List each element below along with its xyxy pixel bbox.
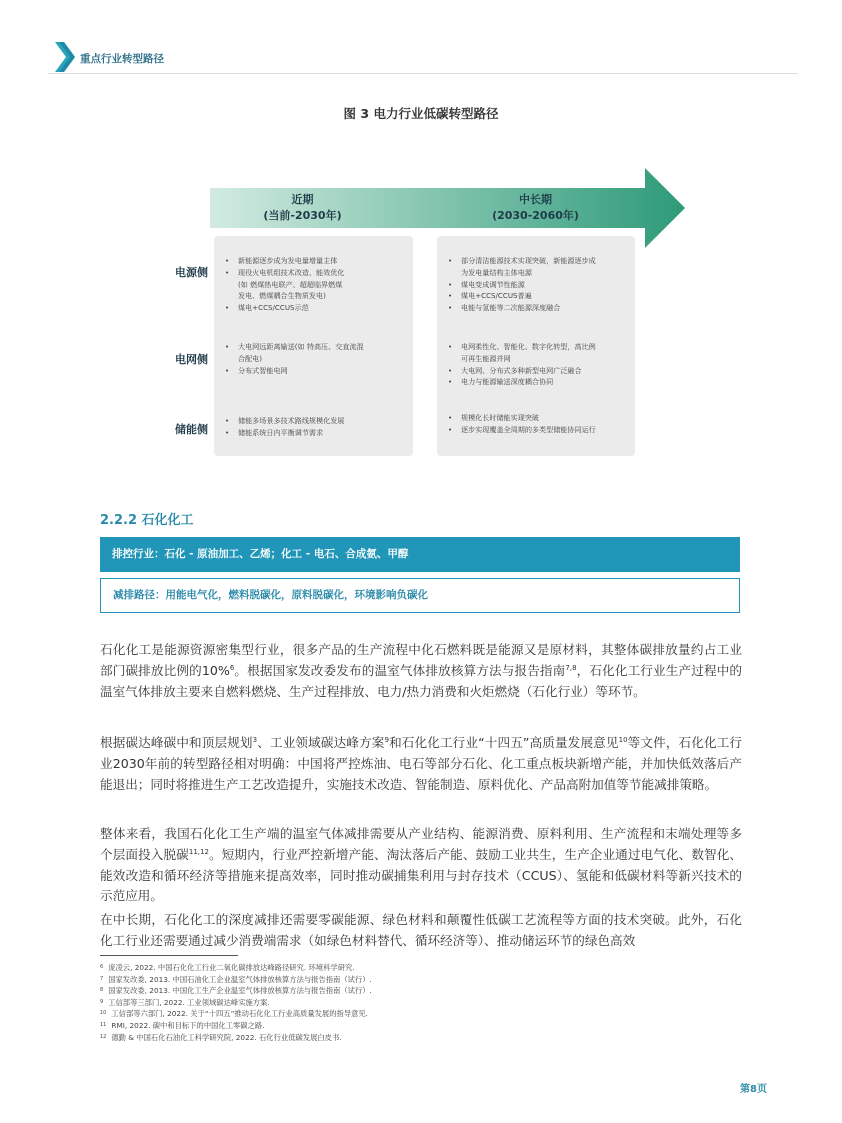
list-item: • 电力与能源输送深度耦合协同 xyxy=(445,376,596,388)
footnote: $^9$ 工信部等三部门, 2022. 工业领域碳达峰实施方案. xyxy=(100,997,270,1007)
list-item: • 电能与氢能等二次能源深度融合 xyxy=(445,302,596,314)
list-item: • 逐步实现覆盖全周期的多类型储能协同运行 xyxy=(445,424,596,436)
list-item: • 大电网、分布式多种新型电网广泛融合 xyxy=(445,365,596,377)
footnote: $^8$ 国家发改委, 2013. 中国化工生产企业温室气体排放核算方法与报告指南（试行）. xyxy=(100,986,372,996)
list-item: • 新能源逐步成为发电量增量主体 xyxy=(222,255,344,267)
row-label-storage: 储能侧 xyxy=(175,423,208,436)
reduction-path-bar: 减排路径：用能电气化，燃料脱碳化，原料脱碳化，环境影响负碳化 xyxy=(100,578,740,613)
control-industries-bar: 排控行业：石化 - 原油加工、乙烯；化工 - 电石、合成氨、甲醇 xyxy=(100,537,740,572)
list-item: • 电网柔性化、智能化、数字化转型，高比例 xyxy=(445,341,596,353)
period-near-term xyxy=(215,192,390,224)
list-item: • 部分清洁能源技术实现突破，新能源逐步成 xyxy=(445,255,596,267)
list-item: • 煤电+CCS/CCUS普遍 xyxy=(445,290,596,302)
list-item: • 煤电变成调节性能源 xyxy=(445,279,596,291)
section-name: 重点行业转型路径 xyxy=(80,53,164,65)
list-item: 为发电量结构主体电源 xyxy=(461,267,532,277)
footnote: $^{10}$ 工信部等六部门, 2022. 关于“十四五”推动石化化工行业高质量发展的指导意见. xyxy=(100,1009,369,1019)
period-long-term xyxy=(438,192,633,224)
footnote: $^{11}$ RMI, 2022. 碳中和目标下的中国化工零碳之路. xyxy=(100,1020,265,1030)
list-item: • 规模化长时储能实现突破 xyxy=(445,412,596,424)
row-label-source: 电源侧 xyxy=(175,266,208,279)
paragraph-4: 在中长期，石化化工的深度减排还需要零碳能源、绿色材料和颠覆性低碳工艺流程等方面的技术突破。此外，石化化工行业还需要通过减少消费端需求（如绿色材料替代、循环经济等）、推动储运环节的绿色高效 xyxy=(100,912,742,948)
chevron-logo-icon xyxy=(55,42,79,72)
near-source-list xyxy=(222,255,344,314)
list-item: (如 燃煤热电联产、超超临界燃煤 xyxy=(238,279,343,289)
near-grid-list xyxy=(222,341,364,376)
period-near-range: (当前-2030年) xyxy=(263,209,342,222)
list-item: 合配电) xyxy=(238,353,263,363)
list-item: • 储能系统日内平衡调节需求 xyxy=(222,427,344,439)
list-item: 可再生能源并网 xyxy=(461,353,511,363)
footnote: $^{12}$ 德勤 & 中国石化石油化工科学研究院, 2022. 石化行业低碳发展白皮书. xyxy=(100,1032,342,1042)
paragraph-1: 石化化工是能源资源密集型行业，很多产品的生产流程中化石燃料既是能源又是原材料，其整体碳排放量约占工业部门碳排放比例的10%$^6$。根据国家发改委发布的温室气体排放核算方法与报告指南$^{7,8}$，石化化工行业生产过程中的温室气体排放主要来自燃料燃烧、生产过程排放、电力/热力消费和火炬燃烧（石化行业）等环节。 xyxy=(100,642,743,699)
list-item: • 煤电+CCS/CCUS示范 xyxy=(222,302,344,314)
list-item: 发电、燃煤耦合生物质发电) xyxy=(238,291,326,301)
list-item: • 大电网远距离输送(如 特高压、交直流混 xyxy=(222,341,364,353)
period-near-name: 近期 xyxy=(291,193,314,206)
long-storage-list xyxy=(445,412,596,436)
header-divider xyxy=(48,73,798,74)
list-item: • 储能多场景多技术路线规模化发展 xyxy=(222,415,344,427)
paragraph-2: 根据碳达峰碳中和顶层规划$^3$、工业领域碳达峰方案$^9$和石化化工行业“十四五”高质量发展意见$^{10}$等文件，石化化工行业2030年前的转型路径相对明确：中国将严控炼油、电石等部分石化、化工重点板块新增产能，并加快低效落后产能退出；同时将推进生产工艺改造提升，实施技术改造、智能制造、原料优化、产品高附加值等节能减排策略。 xyxy=(100,735,743,792)
list-item: • 现役火电机组技术改造、能效优化 xyxy=(222,267,344,279)
footnotes xyxy=(100,962,700,1043)
row-label-grid: 电网侧 xyxy=(175,353,208,366)
long-grid-list xyxy=(445,341,596,388)
list-item: • 分布式智能电网 xyxy=(222,365,364,377)
long-source-list xyxy=(445,255,596,314)
section-heading: 2.2.2 石化化工 xyxy=(100,513,194,528)
period-long-range: (2030-2060年) xyxy=(492,209,579,222)
footnote-divider xyxy=(100,955,238,956)
near-storage-list xyxy=(222,415,344,439)
footnote: $^6$ 庞凌云, 2022. 中国石化化工行业二氧化碳排放达峰路径研究. 环境科学研究. xyxy=(100,963,355,972)
figure-title: 图 3 电力行业低碳转型路径 xyxy=(343,106,499,121)
footnote: $^7$ 国家发改委, 2013. 中国石油化工企业温室气体排放核算方法与报告指南（试行）. xyxy=(100,974,372,984)
period-long-name: 中长期 xyxy=(519,193,552,206)
paragraph-3: 整体来看，我国石化化工生产端的温室气体减排需要从产业结构、能源消费、原料利用、生产流程和末端处理等多个层面投入脱碳$^{11,12}$。短期内，行业严控新增产能、淘汰落后产能、鼓励工业共生，生产企业通过电气化、数智化、能效改造和循环经济等措施来提高效率，同时推动碳捕集利用与封存技术（CCUS）、氢能和低碳材料等新兴技术的示范应用。 xyxy=(100,826,743,904)
page-header xyxy=(0,0,842,74)
page-number: 第8页 xyxy=(740,1084,767,1095)
